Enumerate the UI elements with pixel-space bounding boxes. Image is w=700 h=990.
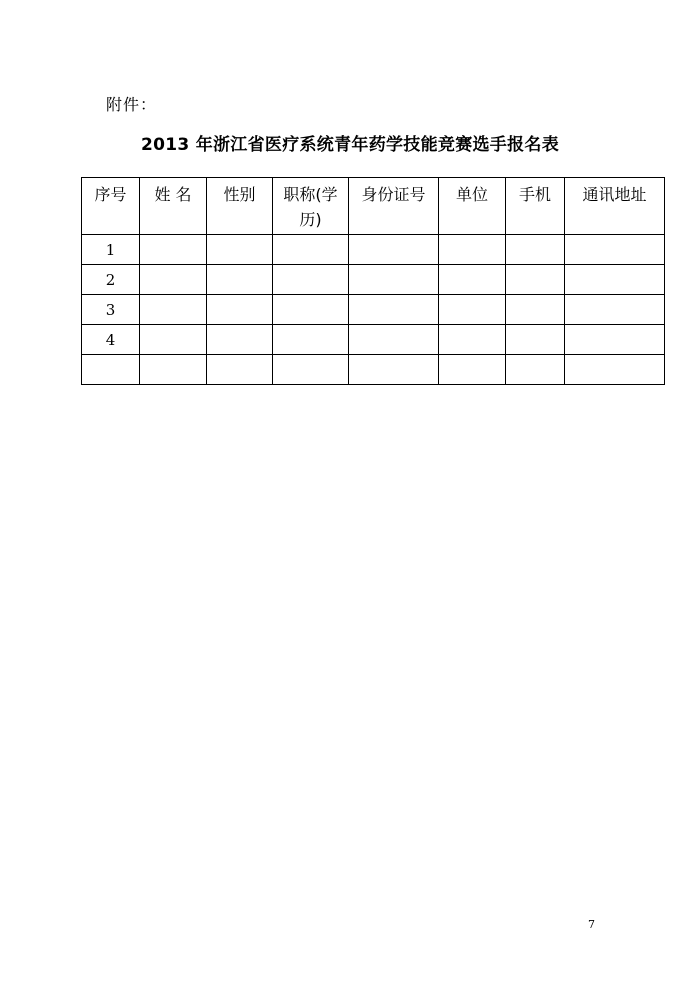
page-number: 7: [588, 918, 595, 931]
cell-id-number: [349, 325, 439, 355]
cell-gender: [207, 325, 273, 355]
cell-mobile: [506, 265, 565, 295]
cell-id-number: [349, 265, 439, 295]
cell-address: [565, 235, 665, 265]
header-address: 通讯地址: [565, 178, 665, 235]
table-row: [82, 355, 665, 385]
table-row: [82, 295, 665, 325]
cell-name: [140, 295, 207, 325]
cell-name: [140, 325, 207, 355]
cell-title-education: [273, 325, 349, 355]
cell-gender: [207, 265, 273, 295]
cell-index: [82, 355, 140, 385]
cell-address: [565, 265, 665, 295]
cell-name: [140, 265, 207, 295]
cell-id-number: [349, 355, 439, 385]
cell-id-number: [349, 295, 439, 325]
table-row: [82, 325, 665, 355]
cell-organization: [439, 355, 506, 385]
cell-title-education: [273, 235, 349, 265]
cell-title-education: [273, 265, 349, 295]
cell-id-number: [349, 235, 439, 265]
cell-title-education: [273, 355, 349, 385]
header-organization: 单位: [439, 178, 506, 235]
cell-title-education: [273, 295, 349, 325]
header-title-education: 职称(学历): [273, 178, 349, 235]
cell-gender: [207, 235, 273, 265]
document-title: 2013 年浙江省医疗系统青年药学技能竞赛选手报名表: [140, 135, 560, 155]
cell-mobile: [506, 325, 565, 355]
table-header-row: [82, 178, 665, 235]
cell-index: 1: [82, 235, 140, 265]
cell-organization: [439, 235, 506, 265]
cell-address: [565, 325, 665, 355]
cell-index: 4: [82, 325, 140, 355]
cell-mobile: [506, 235, 565, 265]
header-name: 姓 名: [140, 178, 207, 235]
cell-organization: [439, 325, 506, 355]
cell-organization: [439, 295, 506, 325]
cell-index: 2: [82, 265, 140, 295]
cell-mobile: [506, 355, 565, 385]
cell-mobile: [506, 295, 565, 325]
cell-organization: [439, 265, 506, 295]
cell-gender: [207, 355, 273, 385]
cell-address: [565, 355, 665, 385]
cell-index: 3: [82, 295, 140, 325]
cell-name: [140, 235, 207, 265]
cell-address: [565, 295, 665, 325]
table-row: [82, 235, 665, 265]
header-index: 序号: [82, 178, 140, 235]
registration-table: [81, 177, 665, 385]
cell-gender: [207, 295, 273, 325]
attachment-label: 附件：: [106, 95, 158, 114]
table-row: [82, 265, 665, 295]
header-mobile: 手机: [506, 178, 565, 235]
cell-name: [140, 355, 207, 385]
header-gender: 性别: [207, 178, 273, 235]
header-id-number: 身份证号: [349, 178, 439, 235]
